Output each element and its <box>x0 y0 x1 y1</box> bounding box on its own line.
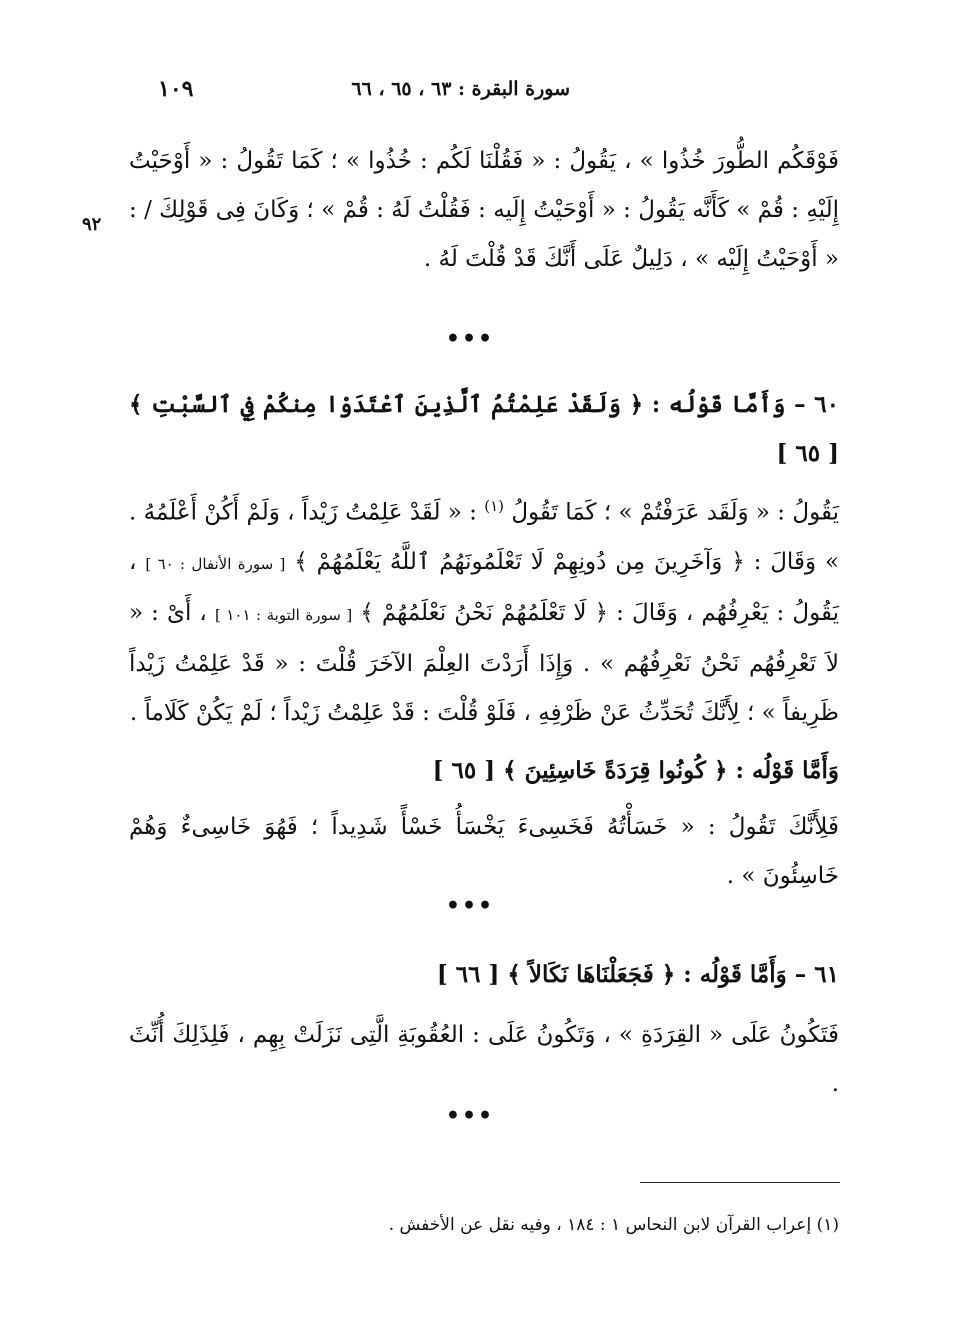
footnote-text: إعراب القرآن لابن النحاس ١ : ١٨٤ ، وفيه نقل عن الأخفش . <box>388 1215 812 1235</box>
quran-reference-anfal: [ سورة الأنفال : ٦٠ ] <box>145 554 286 573</box>
footnote-divider <box>640 1182 840 1183</box>
page-number: ١٠٩ <box>158 76 194 102</box>
section-61-paragraph: فَتَكُونُ عَلَى « القِرَدَةِ » ، وَتَكُونُ عَلَى : العُقُوبَةِ الَّتِى نَزَلَتْ بِهِم ، فَلِذَلِكَ أُنِّثَ . <box>129 1022 839 1097</box>
quran-reference-tawbah: [ سورة التوبة : ١٠١ ] <box>214 605 353 624</box>
section-separator: ••• <box>445 326 495 352</box>
para-part-a: يَقُولُ : « وَلَقَد عَرَفْتُمْ » ؛ كَمَا تَقُولُ <box>511 499 840 526</box>
section-60 <box>129 380 839 901</box>
section-60-number: ٦٠ – <box>794 391 839 418</box>
para-part-d: ، أَىْ : « لاَ تَعْرِفُهُم نَحْنُ نَعْرِفُهُم » . وَإِذَا أَرَدْتَ العِلْمَ الآخَرَ قُلْتَ : « قَدْ عَلِمْتُ زَيْداً ظَرِيفاً » ؛ لِأَنَّكَ تُحَدِّثُ عَنْ ظَرْفِهِ ، فَلَوْ قُلْتَ : قَدْ عَلِمْتُ زَيْداً ؛ لَمْ يَكُنْ كَلَاماً . <box>129 599 839 726</box>
para-part-c: ، يَقُولُ : يَعْرِفُهُم ، وَقَالَ : ﴿ لَا تَعْلَمُهُمْ نَحْنُ نَعْلَمُهُمْ ﴾ <box>129 548 839 626</box>
section-60-subheading: وَأَمَّا قَوْلُه : ﴿ كُونُوا قِرَدَةً خَاسِئِينَ ﴾ [ ٦٥ ] <box>432 756 839 784</box>
margin-page-reference: ٩٢ <box>82 214 102 235</box>
para-part-b: : « لَقَدْ عَلِمْتُ زَيْداً ، وَلَمْ أَكُنْ أَعْلَمُهُ . » وَقَالَ : ﴿ وَآخَرِينَ مِن دُونِهِمْ لَا تَعْلَمُونَهُمُ ٱللَّهُ يَعْلَمُهُمْ ﴾ <box>129 499 840 575</box>
footnote-marker-label: (١) <box>816 1215 839 1235</box>
section-separator-3: ••• <box>445 1103 495 1129</box>
page-header <box>130 78 840 114</box>
section-60-heading-text: وَأَمَّا قَوْلُه : ﴿ وَلَقَدْ عَلِمْتُمُ ٱلَّذِينَ ٱعْتَدَوْا مِنكُمْ فِي ٱلسَّبْتِ ﴾ [ ٦٥ ] <box>129 391 839 467</box>
running-title: سورة البقرة : ٦٣ ، ٦٥ ، ٦٦ <box>351 78 570 100</box>
section-61-heading <box>129 950 839 999</box>
intro-text: فَوْقَكُم الطُّورَ خُذُوا » ، يَقُولُ : « فَقُلْنَا لَكُم : خُذُوا » ؛ كَمَا تَقُولُ : « أَوْحَيْتُ إِلَيْهِ : قُمْ » كَأَنَّه يَقُولُ : « أَوْحَيْتُ إِلَيه : فَقُلْتُ لَهُ : قُمْ » ؛ وَكَانَ فِى قَوْلِكَ / : « أَوْحَيْتُ إِلَيْه » ، دَلِيلٌ عَلَى أَنَّكَ قَدْ قُلْتَ لَهُ . <box>129 148 839 272</box>
section-separator-2: ••• <box>445 893 495 919</box>
section-60-paragraph <box>129 482 839 738</box>
intro-paragraph <box>129 137 839 284</box>
section-60-paragraph-2: فَلِأَنَّكَ تَقُولُ : « خَسَأْتُهُ فَخَسِىءَ يَخْسَأُ خَسْأً شَدِيداً ؛ فَهُوَ خَاسِىءٌ وَهُمْ خَاسِئُونَ » . <box>129 813 839 889</box>
section-61 <box>129 950 839 1109</box>
footnote <box>129 1210 839 1240</box>
section-61-heading-text: وَأَمَّا قَوْلُه : ﴿ فَجَعَلْنَاهَا نَكَالاً ﴾ [ ٦٦ ] <box>436 961 787 988</box>
section-60-heading <box>129 380 839 478</box>
section-61-number: ٦١ – <box>794 961 839 988</box>
footnote-marker: (١) <box>484 497 504 515</box>
